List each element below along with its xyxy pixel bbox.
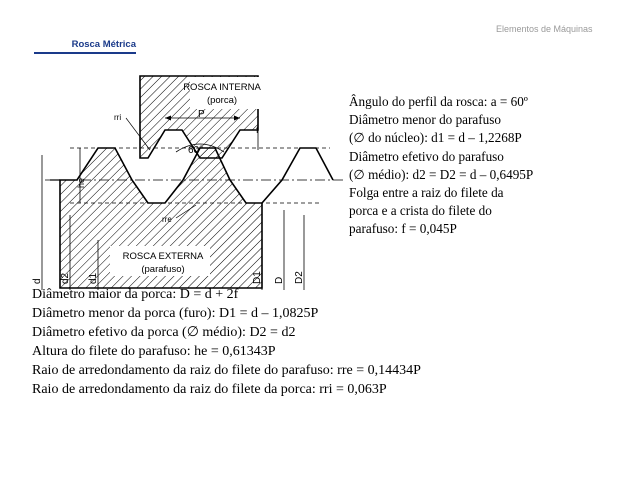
formula-line: (∅ médio): d2 = D2 = d – 0,6495P [349, 166, 534, 182]
formula-line: Ângulo do perfil da rosca: a = 60º [349, 94, 528, 109]
formula-line: Raio de arredondamento da raiz do filete da porca: rri = 0,063P [32, 382, 387, 397]
screw-label: ROSCA EXTERNA [122, 251, 204, 262]
formula-line: Diâmetro menor da porca (furo): D1 = d – 1,0825P [32, 306, 319, 321]
f-label: f [256, 125, 259, 135]
formula-line: parafuso: f = 0,045P [349, 221, 457, 237]
right-formula-list [349, 93, 634, 239]
dim-d: d [32, 278, 43, 284]
formula-line: (∅ do núcleo): d1 = d – 1,2268P [349, 130, 522, 146]
nut-sublabel: (porca) [206, 95, 238, 106]
formula-line: Diâmetro efetivo do parafuso [349, 148, 504, 164]
screw-sublabel: (parafuso) [141, 264, 185, 275]
dim-D: D [274, 276, 285, 284]
dim-d1: d1 [88, 272, 99, 284]
nut-label: ROSCA INTERNA [183, 82, 261, 93]
angle-label: 60° [188, 145, 204, 156]
bottom-formula-list [32, 285, 632, 399]
section-title: Rosca Métrica [34, 39, 136, 54]
dim-D2: D2 [294, 271, 305, 284]
dim-D1: D1 [252, 271, 263, 284]
formula-line: Altura do filete do parafuso: he = 0,61343P [32, 344, 276, 359]
formula-line: Diâmetro efetivo da porca (∅ médio): D2 = d2 [32, 325, 296, 340]
formula-line: Diâmetro menor do parafuso [349, 112, 501, 128]
formula-line: porca e a crista do filete do [349, 203, 492, 219]
rri-label: rri [114, 113, 122, 122]
subject-header: Elementos de Máquinas [496, 24, 593, 34]
formula-line: Raio de arredondamento da raiz do filete do parafuso: rre = 0,14434P [32, 363, 421, 378]
formula-line: Folga entre a raiz do filete da [349, 185, 504, 201]
rre-label: rre [162, 215, 172, 224]
formula-line: Diâmetro maior da porca: D = d + 2f [32, 287, 239, 302]
pitch-label: P [198, 109, 205, 120]
he-label: he [76, 177, 86, 188]
dim-d2: d2 [60, 272, 71, 284]
